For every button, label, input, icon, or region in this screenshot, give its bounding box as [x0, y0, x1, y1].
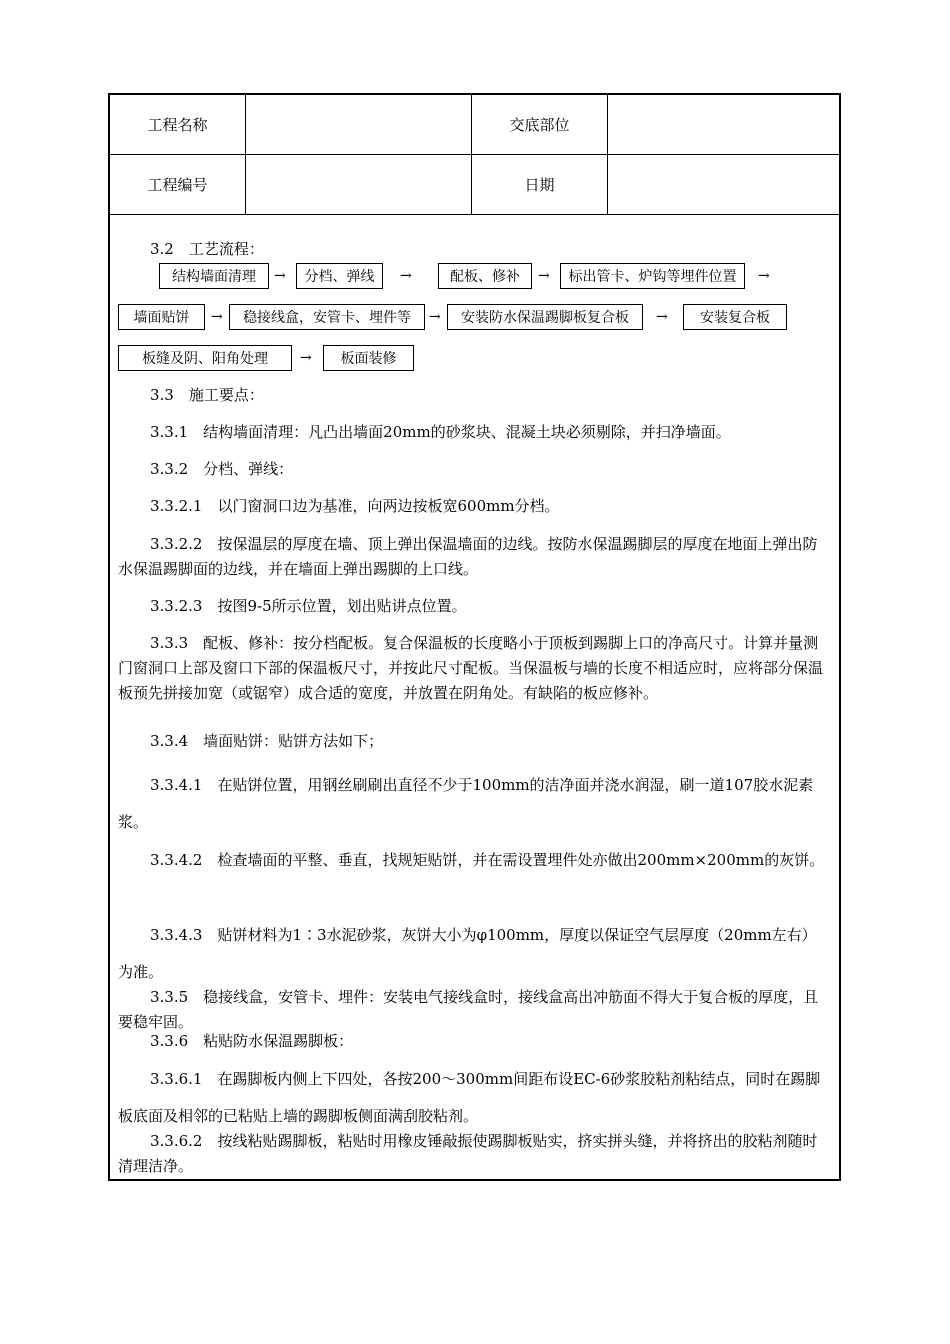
- flow-step: 墙面贴饼: [118, 304, 205, 330]
- paragraph: 3.3.2 分档、弹线：: [150, 460, 294, 478]
- flow-step: 板面装修: [323, 345, 414, 371]
- paragraph: 3.3.3 配板、修补：按分档配板。复合保温板的长度略小于顶板到踢脚上口的净高尺寸。计算并量测门窗洞口上部及窗口下部的保温板尺寸，并按此尺寸配板。当保温板与墙的长度不相适应时，应将部分保温板预先拼接加宽（或锯窄）成合适的宽度，并放置在阴角处。有缺陷的板应修补。: [118, 634, 824, 702]
- flow-arrow: →: [300, 350, 312, 366]
- project-no-field[interactable]: [246, 155, 472, 214]
- paragraph: 3.3.2.2 按保温层的厚度在墙、顶上弹出保温墙面的边线。按防水保温踢脚层的厚度在地面上弹出防水保温踢脚面的边线，并在墙面上弹出踢脚的上口线。: [118, 535, 818, 578]
- paragraph: 3.3.2.1 以门窗洞口边为基准，向两边按板宽600mm分档。: [150, 497, 560, 515]
- flow-step: 标出管卡、炉钩等埋件位置: [560, 263, 745, 289]
- project-name-field[interactable]: [246, 95, 472, 154]
- paragraph: 3.3.6.2 按线粘贴踢脚板，粘贴时用橡皮锤敲振使踢脚板贴实，挤实拼头缝，并将挤出的胶粘剂随时清理洁净。: [118, 1132, 818, 1175]
- flow-arrow: →: [538, 268, 550, 284]
- flow-step: 分档、弹线: [296, 263, 383, 289]
- paragraph: 3.3.1 结构墙面清理：凡凸出墙面20mm的砂浆块、混凝土块必须剔除，并扫净墙面。: [150, 423, 731, 441]
- paragraph: 3.3.5 稳接线盒，安管卡、埋件：安装电气接线盒时，接线盒高出冲筋面不得大于复合板的厚度，且要稳牢固。: [118, 988, 819, 1031]
- paragraph: 3.3.4.3 贴饼材料为1∶3水泥砂浆，灰饼大小为φ100mm，厚度以保证空气层厚度（20mm左右）为准。: [118, 926, 817, 981]
- flow-arrow: →: [400, 268, 412, 284]
- flow-step: 板缝及阴、阳角处理: [118, 345, 292, 371]
- paragraph: 3.3.2.3 按图9-5所示位置，划出贴讲点位置。: [150, 597, 467, 615]
- paragraph: 3.3.4.2 检查墙面的平整、垂直，找规矩贴饼，并在需设置埋件处亦做出200mm×200mm的灰饼。: [150, 851, 825, 869]
- paragraph: 3.3.6 粘贴防水保温踢脚板：: [150, 1032, 354, 1050]
- header-row-1: [110, 95, 839, 155]
- flow-step: 安装复合板: [683, 304, 787, 330]
- flow-step: 配板、修补: [438, 263, 532, 289]
- flow-step: 安装防水保温踢脚板复合板: [447, 304, 643, 330]
- project-name-label: 工程名称: [110, 95, 246, 154]
- process-title: 3.2 工艺流程：: [150, 240, 264, 258]
- flow-arrow: →: [274, 268, 286, 284]
- flow-arrow: →: [656, 309, 668, 325]
- flow-arrow: →: [211, 309, 223, 325]
- flow-step: 稳接线盒，安管卡、埋件等: [229, 304, 425, 330]
- paragraph: 3.3.4 墙面贴饼：贴饼方法如下；: [150, 732, 384, 750]
- location-label: 交底部位: [472, 95, 608, 154]
- date-field[interactable]: [608, 155, 841, 214]
- project-no-label: 工程编号: [110, 155, 246, 214]
- paragraph: 3.3 施工要点：: [150, 386, 264, 404]
- header-row-2: [110, 155, 839, 215]
- paragraph: 3.3.6.1 在踢脚板内侧上下四处，各按200～300mm间距布设EC-6砂浆胶粘剂粘结点，同时在踢脚板底面及相邻的已粘贴上墙的踢脚板侧面满刮胶粘剂。: [118, 1070, 821, 1125]
- date-label: 日期: [472, 155, 608, 214]
- technical-disclosure-form: [108, 93, 841, 1181]
- flow-arrow: →: [429, 309, 441, 325]
- location-field[interactable]: [608, 95, 841, 154]
- flow-arrow: →: [758, 268, 770, 284]
- flow-step: 结构墙面清理: [159, 263, 269, 289]
- paragraph: 3.3.4.1 在贴饼位置，用钢丝刷刷出直径不少于100mm的洁净面并浇水润湿，刷一道107胶水泥素浆。: [118, 776, 814, 831]
